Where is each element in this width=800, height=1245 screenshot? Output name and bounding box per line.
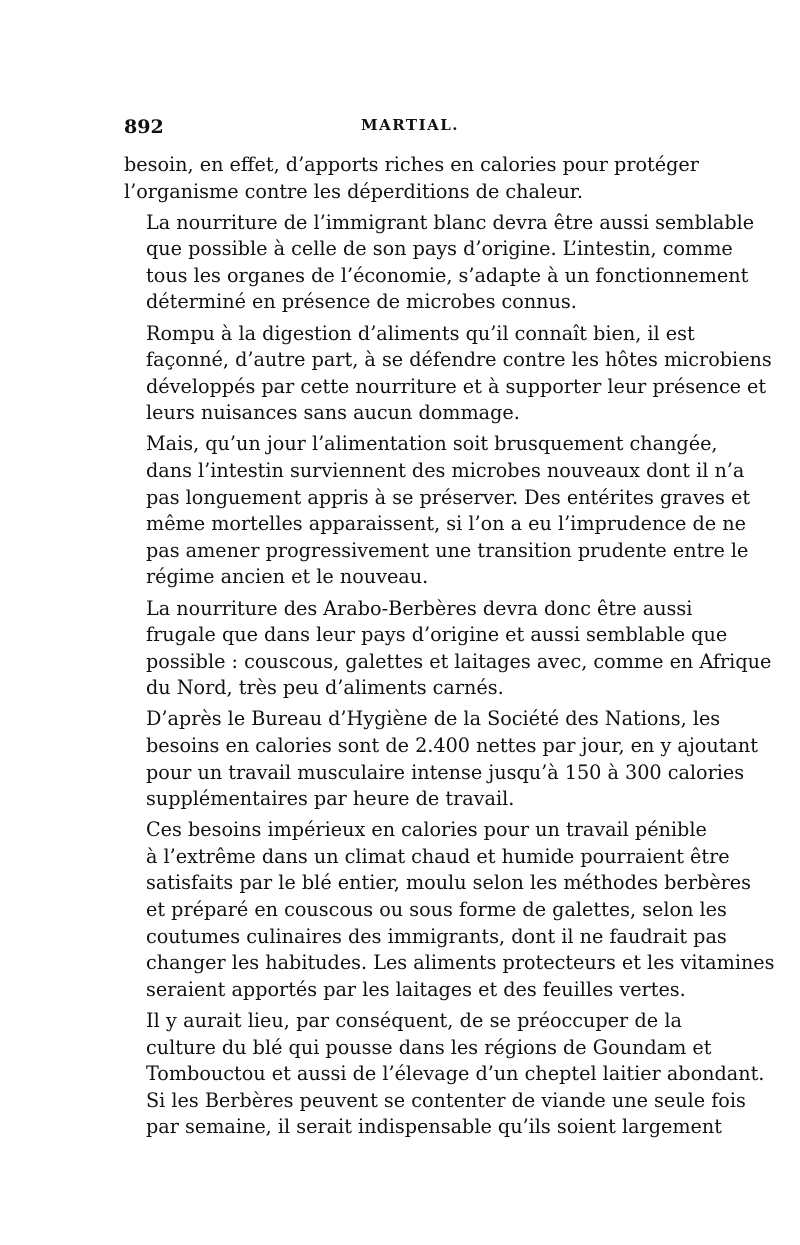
text-line: pas amener progressivement une transition prudente entre le [146, 538, 749, 562]
text-line: satisfaits par le blé entier, moulu selon les méthodes berbères [146, 871, 752, 895]
paragraph [124, 321, 772, 427]
text-line: La nourriture des Arabo-Berbères devra donc être aussi [146, 596, 693, 620]
paragraph [124, 596, 772, 702]
text-line: l’organisme contre les déperditions de chaleur. [124, 179, 583, 203]
text-line: déterminé en présence de microbes connus. [146, 290, 577, 314]
text-line: Tombouctou et aussi de l’élevage d’un cheptel laitier abondant. [146, 1062, 765, 1086]
text-line: culture du blé qui pousse dans les régions de Goundam et [146, 1035, 712, 1059]
running-title: MARTIAL. [360, 116, 460, 134]
text-line: changer les habitudes. Les aliments protecteurs et les vitamines [146, 951, 775, 975]
text-line: possible : couscous, galettes et laitages avec, comme en Afrique [146, 649, 772, 673]
text-line: régime ancien et le nouveau. [146, 565, 429, 589]
text-line: coutumes culinaires des immigrants, dont il ne faudrait pas [146, 924, 727, 948]
paragraph [124, 817, 775, 1003]
text-line: Mais, qu’un jour l’alimentation soit brusquement changée, [146, 432, 718, 456]
text-line: du Nord, très peu d’aliments carnés. [146, 676, 504, 700]
text-line: supplémentaires par heure de travail. [146, 787, 515, 811]
page-number: 892 [124, 116, 164, 138]
text-line: La nourriture de l’immigrant blanc devra être aussi semblable [146, 210, 755, 234]
text-line: dans l’intestin surviennent des microbes nouveaux dont il n’a [146, 459, 745, 483]
text-line: Rompu à la digestion d’aliments qu’il connaît bien, il est [146, 321, 695, 345]
text-line: pas longuement appris à se préserver. Des entérites graves et [146, 485, 751, 509]
text-line: façonné, d’autre part, à se défendre contre les hôtes microbiens [146, 348, 772, 372]
paragraph [124, 431, 751, 591]
text-line: Il y aurait lieu, par conséquent, de se préoccuper de la [146, 1008, 682, 1032]
text-line: besoins en calories sont de 2.400 nettes par jour, en y ajoutant [146, 733, 758, 757]
paragraph [124, 152, 699, 205]
text-line: tous les organes de l’économie, s’adapte à un fonctionnement [146, 263, 749, 287]
paragraph [124, 1008, 765, 1141]
text-line: frugale que dans leur pays d’origine et aussi semblable que [146, 623, 728, 647]
text-line: Ces besoins impérieux en calories pour un travail pénible [146, 818, 707, 842]
text-line: à l’extrême dans un climat chaud et humide pourraient être [146, 844, 730, 868]
text-line: que possible à celle de son pays d’origine. L’intestin, comme [146, 237, 733, 261]
text-line: par semaine, il serait indispensable qu’ils soient largement [146, 1115, 722, 1139]
text-line: même mortelles apparaissent, si l’on a eu l’imprudence de ne [146, 512, 746, 536]
text-line: leurs nuisances sans aucun dommage. [146, 401, 520, 425]
text-line: Si les Berbères peuvent se contenter de viande une seule fois [146, 1088, 746, 1112]
text-line: D’après le Bureau d’Hygiène de la Société des Nations, les [146, 707, 721, 731]
text-line: besoin, en effet, d’apports riches en calories pour protéger [124, 153, 699, 176]
paragraph [124, 210, 755, 316]
running-head [124, 116, 682, 146]
text-line: et préparé en couscous ou sous forme de galettes, selon les [146, 898, 727, 922]
paragraph [124, 706, 758, 812]
text-line: développés par cette nourriture et à supporter leur présence et [146, 374, 767, 398]
text-line: seraient apportés par les laitages et des feuilles vertes. [146, 977, 686, 1001]
text-line: pour un travail musculaire intense jusqu’à 150 à 300 calories [146, 760, 745, 784]
body-text [124, 152, 775, 1141]
